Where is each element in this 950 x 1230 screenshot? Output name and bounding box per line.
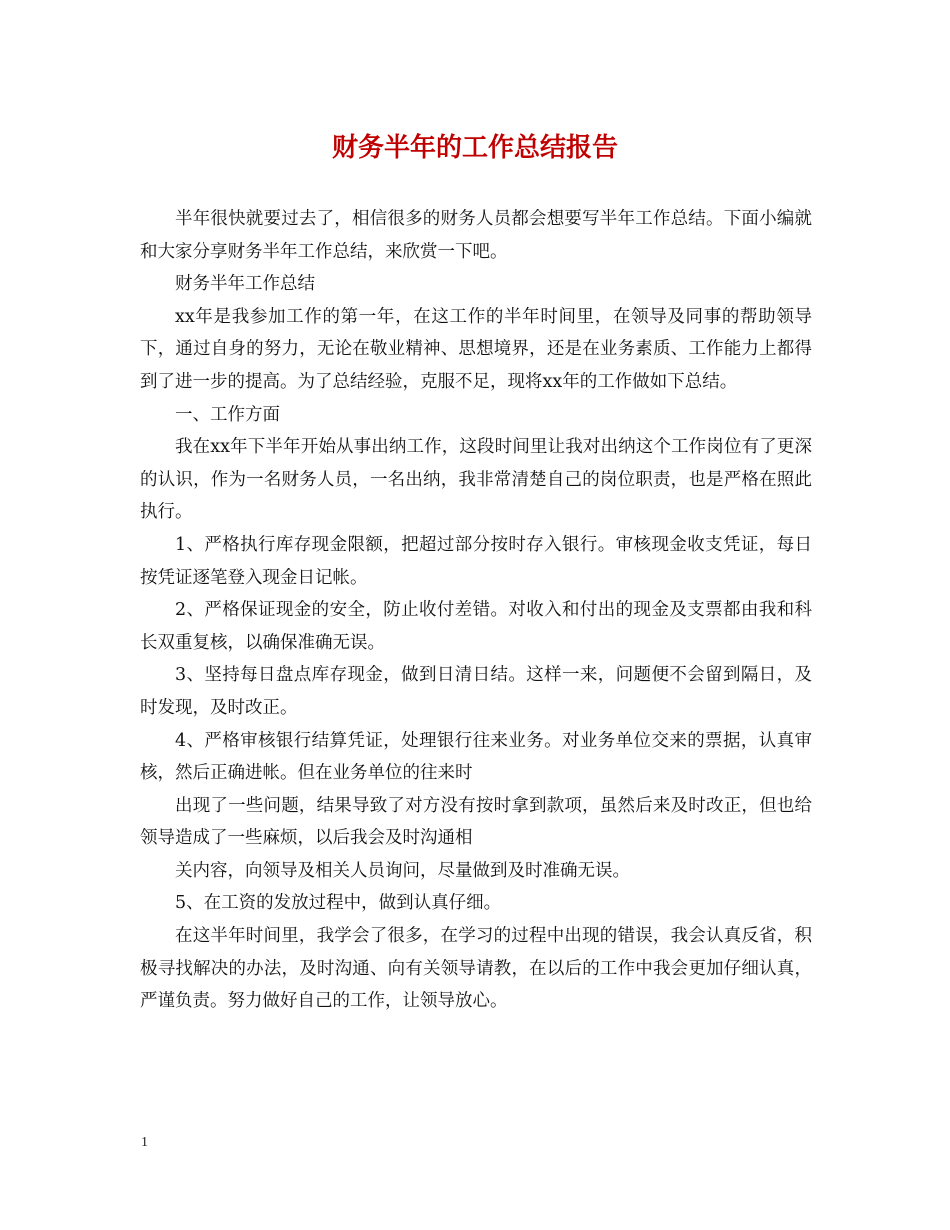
paragraph-subtitle: 财务半年工作总结 — [175, 274, 315, 295]
document-title: 财务半年的工作总结报告 — [331, 133, 618, 163]
document-body — [140, 203, 812, 1018]
paragraph-conclusion: 在这半年时间里，我学会了很多，在学习的过程中出现的错误，我会认真反省，积极寻找解决的办法，及时沟通、向有关领导请教，在以后的工作中我会更加仔细认真，严谨负责。努力做好自己的工作，让领导放心。 — [140, 926, 812, 1012]
paragraph-cashier-role: 我在xx年下半年开始从事出纳工作，这段时间里让我对出纳这个工作岗位有了更深的认识，作为一名财务人员，一名出纳，我非常清楚自己的岗位职责，也是严格在照此执行。 — [140, 437, 812, 523]
paragraph-overview: xx年是我参加工作的第一年，在这工作的半年时间里，在领导及同事的帮助领导下，通过自身的努力，无论在敬业精神、思想境界，还是在业务素质、工作能力上都得到了进一步的提高。为了总结经验，克服不足，现将xx年的工作做如下总结。 — [140, 306, 812, 392]
paragraph-issue: 出现了一些问题，结果导致了对方没有按时拿到款项，虽然后来及时改正，但也给领导造成了一些麻烦，以后我会及时沟通相 — [140, 795, 812, 849]
paragraph-issue-continued: 关内容，向领导及相关人员询问，尽量做到及时准确无误。 — [175, 860, 630, 881]
list-item-4: 4、严格审核银行结算凭证，处理银行往来业务。对业务单位交来的票据，认真审核，然后正确进帐。但在业务单位的往来时 — [140, 730, 812, 784]
list-item-5: 5、在工资的发放过程中，做到认真仔细。 — [175, 893, 502, 914]
list-item-1: 1、严格执行库存现金限额，把超过部分按时存入银行。审核现金收支凭证，每日按凭证逐笔登入现金日记帐。 — [140, 534, 812, 588]
page-number: 1 — [141, 1135, 148, 1150]
paragraph-intro: 半年很快就要过去了，相信很多的财务人员都会想要写半年工作总结。下面小编就和大家分享财务半年工作总结，来欣赏一下吧。 — [140, 209, 812, 262]
section-heading-work: 一、工作方面 — [175, 404, 280, 425]
list-item-2: 2、严格保证现金的安全，防止收付差错。对收入和付出的现金及支票都由我和科长双重复核，以确保准确无误。 — [140, 600, 812, 653]
list-item-3: 3、坚持每日盘点库存现金，做到日清日结。这样一来，问题便不会留到隔日，及时发现，及时改正。 — [140, 665, 812, 718]
